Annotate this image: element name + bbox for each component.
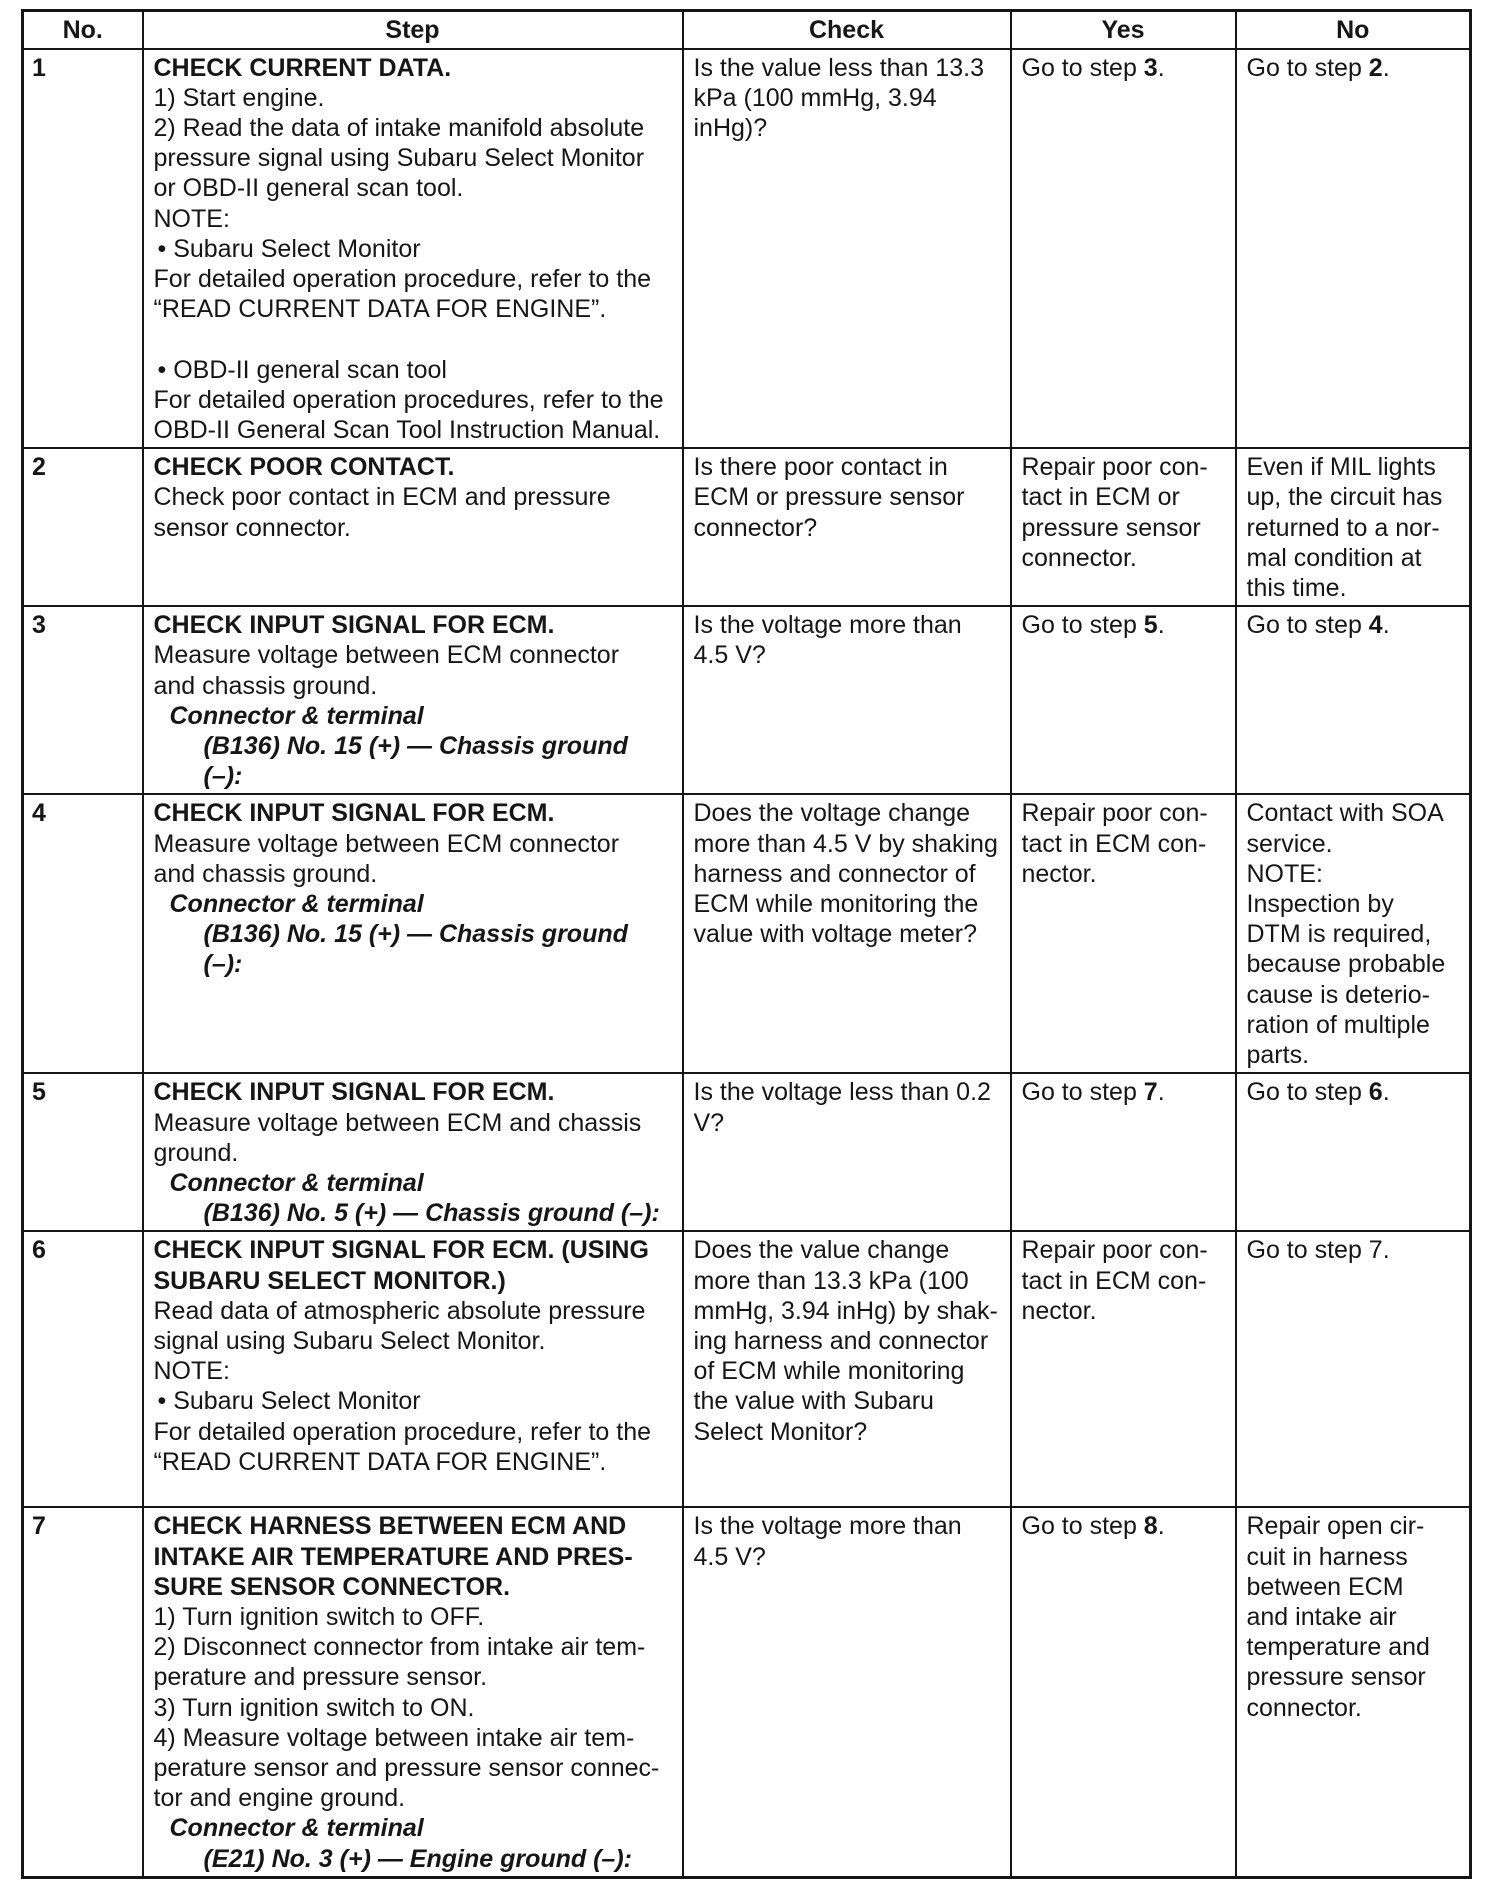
cell-line: NOTE:: [1246, 859, 1323, 888]
cell-line: 3) Turn ignition switch to ON.: [153, 1693, 475, 1722]
cell-text: Go to step: [1021, 1078, 1144, 1107]
step-number: 3: [32, 611, 46, 640]
bullet-item: • Subaru Select Monitor: [157, 1387, 421, 1416]
cell-step: [143, 794, 683, 1073]
cell-check: [683, 1507, 1011, 1877]
cell-line: because probable: [1246, 950, 1446, 979]
step-reference: 4: [1368, 611, 1383, 640]
connector-terminal: (E21) No. 3 (+) — Engine ground (–):: [203, 1844, 632, 1873]
step-title: CHECK INPUT SIGNAL FOR ECM. (USING: [153, 1236, 649, 1265]
table-row: [23, 794, 1471, 1073]
cell-line: For detailed operation procedure, refer to the: [153, 264, 652, 293]
cell-line: Measure voltage between ECM and chassis: [153, 1108, 642, 1137]
header-check: Check: [683, 11, 1011, 49]
cell-line: this time.: [1246, 573, 1347, 602]
table-header-row: [23, 11, 1471, 49]
cell-no-result: [1236, 49, 1471, 449]
cell-line: mal condition at: [1246, 543, 1422, 572]
cell-line: For detailed operation procedure, refer to the: [153, 1417, 652, 1446]
cell-no: [23, 606, 143, 794]
cell-yes: [1011, 1231, 1236, 1507]
cell-check: [683, 448, 1011, 606]
table-row: [23, 1073, 1471, 1231]
cell-line: pressure signal using Subaru Select Monitor: [153, 144, 645, 173]
bullet-item: • Subaru Select Monitor: [157, 234, 421, 263]
cell-line: [1022, 610, 1231, 640]
cell-yes: [1011, 1507, 1236, 1877]
cell-line: Repair poor con-: [1021, 1236, 1208, 1265]
cell-line: OBD-II General Scan Tool Instruction Manual.: [153, 415, 661, 444]
cell-line: Is the value less than 13.3: [693, 53, 984, 82]
cell-line: signal using Subaru Select Monitor.: [153, 1326, 546, 1355]
cell-line: pressure sensor: [1021, 513, 1201, 542]
cell-text: Go to step: [1246, 611, 1369, 640]
cell-line: value with voltage meter?: [693, 920, 977, 949]
cell-no: [23, 1507, 143, 1877]
cell-line: [1022, 53, 1231, 83]
cell-line: Contact with SOA: [1246, 799, 1444, 828]
cell-text: Go to step: [1246, 1078, 1369, 1107]
cell-line: For detailed operation procedures, refer to the: [153, 385, 664, 414]
cell-line: pressure sensor: [1246, 1663, 1426, 1692]
step-number: 6: [32, 1236, 46, 1265]
cell-line: kPa (100 mmHg, 3.94: [693, 83, 937, 112]
table-row: [23, 1231, 1471, 1507]
connector-label: Connector & terminal: [169, 1814, 424, 1843]
cell-line: Is the voltage more than: [693, 611, 962, 640]
cell-line: 4) Measure voltage between intake air tem-: [153, 1723, 635, 1752]
cell-step: [143, 49, 683, 449]
cell-line: [1022, 1077, 1231, 1107]
step-reference: 3: [1143, 53, 1158, 82]
table-row: [23, 1507, 1471, 1877]
cell-line: tor and engine ground.: [153, 1784, 406, 1813]
cell-yes: [1011, 794, 1236, 1073]
connector-terminal: (–):: [203, 762, 243, 791]
cell-line: perature sensor and pressure sensor connec-: [153, 1754, 660, 1782]
step-number: 5: [32, 1078, 46, 1107]
blank-line: [154, 324, 678, 354]
connector-terminal: (–):: [203, 950, 243, 979]
step-number: 7: [32, 1512, 46, 1541]
cell-text: .: [1157, 1512, 1165, 1541]
cell-line: [1247, 53, 1466, 83]
cell-line: Select Monitor?: [693, 1417, 868, 1446]
step-title: SUBARU SELECT MONITOR.): [153, 1266, 506, 1295]
cell-line: temperature and: [1246, 1633, 1430, 1662]
cell-line: Measure voltage between ECM connector: [153, 641, 620, 670]
cell-line: Go to step 7.: [1246, 1236, 1390, 1265]
table-body: [23, 49, 1471, 1878]
connector-label: Connector & terminal: [169, 889, 424, 918]
cell-yes: [1011, 1073, 1236, 1231]
cell-text: Go to step: [1021, 611, 1144, 640]
header-no: No.: [23, 11, 143, 49]
table-row: [23, 448, 1471, 606]
cell-line: Measure voltage between ECM connector: [153, 829, 620, 858]
cell-no-result: [1236, 1073, 1471, 1231]
cell-line: or OBD-II general scan tool.: [153, 174, 464, 203]
cell-line: ing harness and connector: [693, 1326, 989, 1355]
cell-text: .: [1382, 1078, 1390, 1107]
step-number: 1: [32, 53, 46, 82]
cell-check: [683, 606, 1011, 794]
cell-line: parts.: [1246, 1040, 1310, 1069]
cell-line: Even if MIL lights: [1246, 453, 1436, 482]
cell-step: [143, 1073, 683, 1231]
cell-line: [1022, 1511, 1231, 1541]
cell-text: .: [1382, 53, 1390, 82]
cell-step: [143, 1507, 683, 1877]
cell-line: V?: [693, 1108, 725, 1137]
cell-text: Go to step: [1021, 1512, 1144, 1541]
cell-line: service.: [1246, 829, 1333, 858]
cell-line: Is the voltage more than: [693, 1512, 962, 1541]
cell-line: Repair poor con-: [1021, 799, 1208, 828]
cell-text: Go to step: [1021, 53, 1144, 82]
cell-line: Does the voltage change: [693, 799, 971, 828]
cell-line: more than 13.3 kPa (100: [693, 1266, 969, 1295]
cell-no-result: [1236, 448, 1471, 606]
cell-text: .: [1157, 611, 1165, 640]
cell-line: connector?: [693, 513, 818, 542]
table-row: [23, 606, 1471, 794]
cell-line: DTM is required,: [1246, 920, 1432, 949]
step-title: CHECK HARNESS BETWEEN ECM AND: [153, 1512, 627, 1541]
cell-line: “READ CURRENT DATA FOR ENGINE”.: [153, 295, 607, 324]
cell-line: inHg)?: [693, 113, 768, 142]
header-no-result: No: [1236, 11, 1471, 49]
connector-terminal: (B136) No. 5 (+) — Chassis ground (–):: [203, 1199, 660, 1228]
step-title: INTAKE AIR TEMPERATURE AND PRES-: [153, 1542, 633, 1571]
header-yes: Yes: [1011, 11, 1236, 49]
cell-line: connector.: [1021, 543, 1137, 572]
cell-line: ration of multiple: [1246, 1010, 1430, 1039]
cell-line: 4.5 V?: [693, 641, 766, 670]
step-title: SURE SENSOR CONNECTOR.: [153, 1572, 511, 1601]
step-reference: 8: [1143, 1512, 1158, 1541]
cell-line: Repair open cir-: [1246, 1512, 1425, 1541]
cell-no: [23, 49, 143, 449]
cell-line: cuit in harness: [1246, 1542, 1408, 1571]
cell-line: tact in ECM or: [1021, 483, 1180, 512]
step-reference: 6: [1368, 1078, 1383, 1107]
cell-line: nector.: [1021, 1296, 1097, 1325]
cell-line: between ECM: [1246, 1572, 1404, 1601]
cell-line: 4.5 V?: [693, 1542, 766, 1571]
cell-line: ECM or pressure sensor: [693, 483, 965, 512]
cell-line: Repair poor con-: [1021, 453, 1208, 482]
cell-text: .: [1382, 611, 1390, 640]
cell-line: and chassis ground.: [153, 859, 378, 888]
cell-line: perature and pressure sensor.: [153, 1663, 488, 1692]
cell-line: mmHg, 3.94 inHg) by shak-: [693, 1296, 998, 1325]
cell-no-result: [1236, 606, 1471, 794]
connector-terminal: (B136) No. 15 (+) — Chassis ground: [203, 731, 628, 760]
step-title: CHECK INPUT SIGNAL FOR ECM.: [153, 1078, 555, 1107]
cell-no-result: [1236, 794, 1471, 1073]
step-number: 2: [32, 453, 46, 482]
cell-step: [143, 606, 683, 794]
cell-check: [683, 49, 1011, 449]
cell-no-result: [1236, 1231, 1471, 1507]
cell-line: [1247, 1077, 1466, 1107]
cell-line: 2) Disconnect connector from intake air tem-: [153, 1633, 646, 1662]
cell-no: [23, 794, 143, 1073]
cell-yes: [1011, 448, 1236, 606]
cell-line: 1) Turn ignition switch to OFF.: [153, 1602, 485, 1631]
cell-line: Does the value change: [693, 1236, 950, 1265]
cell-yes: [1011, 49, 1236, 449]
cell-line: “READ CURRENT DATA FOR ENGINE”.: [153, 1447, 607, 1476]
cell-line: 2) Read the data of intake manifold absolute: [153, 113, 645, 142]
cell-text: .: [1157, 53, 1165, 82]
cell-line: tact in ECM con-: [1021, 1266, 1207, 1295]
cell-no: [23, 448, 143, 606]
cell-yes: [1011, 606, 1236, 794]
cell-line: [1247, 610, 1466, 640]
cell-line: nector.: [1021, 859, 1097, 888]
cell-check: [683, 794, 1011, 1073]
step-reference: 2: [1368, 53, 1383, 82]
cell-line: more than 4.5 V by shaking: [693, 829, 998, 858]
cell-line: returned to a nor-: [1246, 513, 1440, 542]
connector-terminal: (B136) No. 15 (+) — Chassis ground: [203, 920, 628, 949]
cell-line: ground.: [153, 1138, 239, 1167]
cell-line: tact in ECM con-: [1021, 829, 1207, 858]
cell-line: of ECM while monitoring: [693, 1357, 965, 1386]
cell-line: and intake air: [1246, 1602, 1397, 1631]
cell-no: [23, 1231, 143, 1507]
step-title: CHECK INPUT SIGNAL FOR ECM.: [153, 799, 555, 828]
cell-line: NOTE:: [153, 1357, 230, 1386]
cell-line: harness and connector of: [693, 859, 976, 888]
cell-step: [143, 448, 683, 606]
cell-line: Is there poor contact in: [693, 453, 948, 482]
diagnostic-table: [21, 9, 1472, 1879]
cell-no-result: [1236, 1507, 1471, 1877]
connector-label: Connector & terminal: [169, 1168, 424, 1197]
cell-line: NOTE:: [153, 204, 230, 233]
cell-line: Inspection by: [1246, 889, 1394, 918]
cell-line: Read data of atmospheric absolute pressure: [153, 1296, 646, 1325]
cell-line: connector.: [1246, 1693, 1362, 1722]
cell-check: [683, 1073, 1011, 1231]
cell-line: sensor connector.: [153, 513, 351, 542]
cell-line: the value with Subaru: [693, 1387, 934, 1416]
table-row: [23, 49, 1471, 449]
step-title: CHECK INPUT SIGNAL FOR ECM.: [153, 611, 555, 640]
cell-line: Check poor contact in ECM and pressure: [153, 483, 611, 512]
step-title: CHECK CURRENT DATA.: [153, 53, 452, 82]
cell-line: 1) Start engine.: [153, 83, 325, 112]
cell-line: and chassis ground.: [153, 671, 378, 700]
cell-line: cause is deterio-: [1246, 980, 1430, 1009]
cell-no: [23, 1073, 143, 1231]
cell-line: up, the circuit has: [1246, 483, 1443, 512]
cell-step: [143, 1231, 683, 1507]
bullet-item: • OBD-II general scan tool: [157, 355, 447, 384]
step-number: 4: [32, 799, 46, 828]
header-step: Step: [143, 11, 683, 49]
connector-label: Connector & terminal: [169, 701, 424, 730]
cell-check: [683, 1231, 1011, 1507]
cell-text: Go to step: [1246, 53, 1369, 82]
cell-line: Is the voltage less than 0.2: [693, 1078, 991, 1107]
cell-text: .: [1157, 1078, 1165, 1107]
cell-line: ECM while monitoring the: [693, 889, 979, 918]
step-reference: 7: [1143, 1078, 1158, 1107]
step-reference: 5: [1143, 611, 1158, 640]
step-title: CHECK POOR CONTACT.: [153, 453, 455, 482]
